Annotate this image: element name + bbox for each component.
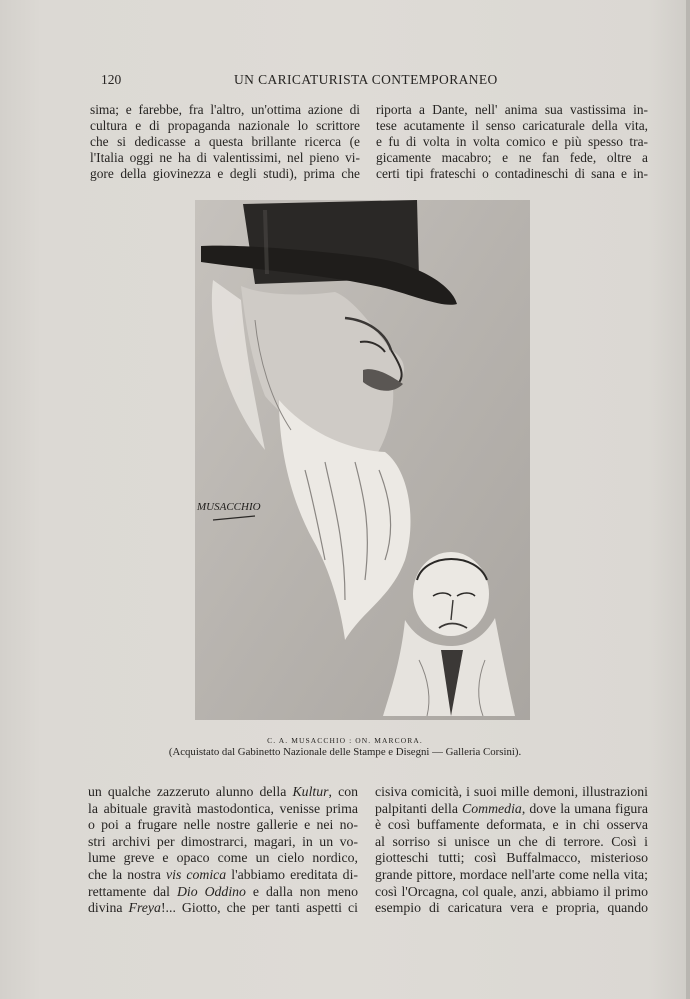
text-line: la abituale gravità mastodontica, venisse prima — [88, 800, 358, 816]
text-line: che la nostra vis comica l'abbiamo ereditata di- — [88, 866, 358, 882]
text-line: stri archivi per dimostrarci, magari, in un vo- — [88, 833, 358, 849]
text-line: grande pittore, mordace nell'arte come nella vita; — [375, 866, 648, 882]
text-line: cultura e di propaganda nazionale lo scrittore — [90, 118, 360, 133]
text-line: o poi a frugare nelle nostre gallerie e nei no- — [88, 817, 358, 833]
text-line: cisiva comicità, i suoi mille demoni, illustrazioni — [375, 784, 648, 799]
caricature-illustration — [195, 200, 530, 720]
text-line: è così buffamente deformata, e in chi osserva — [375, 817, 648, 833]
figure-caption-credit: C. A. MUSACCHIO : ON. MARCORA. — [267, 736, 423, 745]
text-line: l'Italia oggi ne ha di valentissimi, nel pieno vi- — [90, 150, 360, 165]
text-line: gicamente macabro; e ne fan fede, oltre a — [376, 150, 648, 165]
text-line: che si dedicasse a questa brillante ricerca (e — [90, 134, 360, 149]
top-left-column — [90, 102, 360, 182]
running-title: UN CARICATURISTA CONTEMPORANEO — [234, 72, 498, 87]
text-line: giotteschi tutti; così Buffalmacco, misterioso — [375, 850, 648, 866]
text-line: certi tipi frateschi o contadineschi di sana e in- — [376, 166, 648, 181]
page-number: 120 — [101, 72, 122, 87]
text-line: tese acutamente il senso caricaturale della vita, — [376, 118, 648, 133]
text-line: un qualche zazzeruto alunno della Kultur, con — [88, 784, 358, 799]
bottom-left-column — [88, 784, 358, 917]
text-line: divina Freya!... Giotto, che per tanti aspetti ci — [88, 900, 358, 916]
text-line: riporta a Dante, nell' anima sua vastissima in- — [376, 102, 648, 117]
top-right-column — [376, 102, 648, 182]
text-line: gore della giovinezza e degli studi), prima che — [90, 166, 360, 181]
figure-caption-source: (Acquistato dal Gabinetto Nazionale delle Stampe e Disegni — Galleria Corsini). — [168, 746, 522, 758]
text-line: sima; e farebbe, fra l'altro, un'ottima azione di — [90, 102, 360, 117]
text-line: esempio di caricatura vera e propria, quando — [375, 900, 648, 916]
text-line: al sorriso si unisce un che di terrore. Così i — [375, 833, 648, 849]
text-line: palpitanti della Commedia, dove la umana figura — [375, 800, 648, 816]
page-edge — [686, 0, 690, 999]
text-line: lume greve e opaco come un cielo nordico, — [88, 850, 358, 866]
text-line: così l'Orcagna, col quale, anzi, abbiamo il primo — [375, 883, 648, 899]
text-line: rettamente dal Dio Oddino e dalla non meno — [88, 883, 358, 899]
bottom-right-column — [375, 784, 648, 917]
text-line: e fu di volta in volta comico e più spesso tra- — [376, 134, 648, 149]
artist-signature: MUSACCHIO — [197, 501, 261, 513]
caricature-drawing — [195, 200, 530, 720]
running-head — [0, 72, 690, 92]
